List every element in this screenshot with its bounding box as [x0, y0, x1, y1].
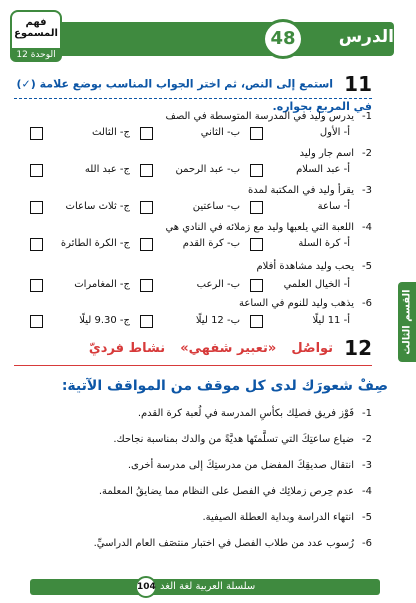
section-12-title: تواصُل — [291, 340, 334, 356]
situation-text: رُسوب عدد من طلاب الفصل في اختبار منتصَف العام الدراسيِّ. — [93, 538, 354, 549]
option-b — [130, 200, 240, 214]
answer-checkbox[interactable] — [250, 127, 263, 140]
option-label: ج- الكرة الطائرة — [60, 238, 130, 249]
situation-text: انتهاء الدراسة وبداية العطلة الصيفية. — [202, 512, 354, 523]
option-c — [20, 237, 130, 251]
option-c — [20, 278, 130, 292]
page-number: 104 — [135, 576, 157, 598]
section-12-prompt: صِفْ شعورَك لدى كل موقف من المواقف الآتية: — [61, 378, 388, 394]
series-title: سلسلة العربية لغة الغد — [160, 581, 256, 592]
situation-number: 5- — [362, 512, 372, 523]
section-11-instruction: استمع إلى النص، ثم اختر الجواب المناسب بوضع علامة (✓) في المربع بجواره. — [16, 77, 372, 113]
option-label: ج- 9.30 ليلًا — [79, 315, 130, 326]
answer-checkbox[interactable] — [250, 164, 263, 177]
question-1-options — [20, 126, 350, 140]
section-11-divider — [14, 98, 372, 99]
option-c — [20, 126, 130, 140]
option-b — [130, 126, 240, 140]
question-4-options — [20, 237, 350, 251]
question-number: 1- — [362, 111, 372, 122]
answer-checkbox[interactable] — [140, 127, 153, 140]
answer-checkbox[interactable] — [30, 164, 43, 177]
situation-text: عدم حِرص زملائِك في الفصل على النظام مما يضايقُ المعلمة. — [98, 486, 354, 497]
option-label: أ- الأول — [319, 127, 350, 138]
question-number: 4- — [362, 222, 372, 233]
answer-checkbox[interactable] — [250, 315, 263, 328]
question-3-options — [20, 200, 350, 214]
option-label: ب- الرعب — [196, 279, 240, 290]
option-label: أ- ساعة — [317, 201, 350, 212]
lesson-title: الدرس — [338, 27, 394, 47]
option-b — [130, 314, 240, 328]
situation-text: فَوْز فريق فصلِك بكأسِ المدرسة في لُعبة كرة القدم. — [137, 408, 354, 419]
answer-checkbox[interactable] — [30, 127, 43, 140]
skill-title: فهم المسموع — [14, 17, 58, 39]
option-label: أ- كرة السلة — [298, 238, 350, 249]
section-12-subtitle: «تعبير شفهي» — [180, 340, 277, 356]
option-a — [240, 237, 350, 251]
situation-number: 1- — [362, 408, 372, 419]
answer-checkbox[interactable] — [30, 315, 43, 328]
section-12-number: 12 — [344, 336, 372, 360]
option-label: ب- 12 ليلًا — [195, 315, 240, 326]
header-bar — [12, 22, 394, 56]
option-label: ب- ساعتين — [192, 201, 240, 212]
answer-checkbox[interactable] — [30, 238, 43, 251]
situation-number: 2- — [362, 434, 372, 445]
situation-number: 6- — [362, 538, 372, 549]
answer-checkbox[interactable] — [250, 201, 263, 214]
answer-checkbox[interactable] — [140, 279, 153, 292]
question-number: 5- — [362, 261, 372, 272]
answer-checkbox[interactable] — [140, 315, 153, 328]
answer-checkbox[interactable] — [250, 238, 263, 251]
answer-checkbox[interactable] — [140, 164, 153, 177]
section-11-header — [14, 72, 372, 115]
situation-number: 3- — [362, 460, 372, 471]
option-a — [240, 126, 350, 140]
option-label: ج- الثالث — [92, 127, 130, 138]
option-label: ج- ثلاث ساعات — [65, 201, 130, 212]
situation-text: انتقال صديقِكَ المفضل من مدرستِكَ إلى مدرسة أخرى. — [127, 460, 354, 471]
section-12-divider — [14, 365, 372, 366]
section-12-header — [14, 336, 372, 360]
question-number: 6- — [362, 298, 372, 309]
option-a — [240, 314, 350, 328]
question-number: 3- — [362, 185, 372, 196]
option-label: ب- الثاني — [200, 127, 240, 138]
option-label: ج- عبد الله — [84, 164, 130, 175]
skill-unit: الوحدة 12 — [10, 48, 62, 62]
question-5-options — [20, 278, 350, 292]
question-text: اسم جار وليد — [299, 148, 354, 159]
answer-checkbox[interactable] — [250, 279, 263, 292]
option-label: أ- عبد السلام — [296, 164, 350, 175]
side-section-tab — [398, 282, 416, 362]
option-label: ب- كرة القدم — [182, 238, 240, 249]
option-b — [130, 278, 240, 292]
question-text: يذهب وليد للنوم في الساعة — [239, 298, 354, 309]
option-c — [20, 163, 130, 177]
situation-text: ضياع ساعتِكَ التي تسلَّمتَها هديَّةً من والدك بمناسبة نجاحك. — [113, 434, 354, 445]
answer-checkbox[interactable] — [30, 201, 43, 214]
answer-checkbox[interactable] — [140, 238, 153, 251]
answer-checkbox[interactable] — [140, 201, 153, 214]
question-text: يحب وليد مشاهدة أفلام — [256, 261, 354, 272]
skill-badge — [10, 10, 62, 62]
option-label: ج- المغامرات — [74, 279, 130, 290]
question-text: يدرس وليد في المدرسة المتوسطة في الصف — [165, 111, 354, 122]
option-a — [240, 200, 350, 214]
situation-number: 4- — [362, 486, 372, 497]
question-2-options — [20, 163, 350, 177]
side-tab-label: القسم الثالث — [401, 289, 413, 355]
option-a — [240, 278, 350, 292]
option-b — [130, 237, 240, 251]
lesson-number-badge: 48 — [262, 19, 304, 59]
option-a — [240, 163, 350, 177]
question-6-options — [20, 314, 350, 328]
option-c — [20, 314, 130, 328]
option-label: أ- 11 ليلًا — [312, 315, 350, 326]
option-label: ب- عبد الرحمن — [175, 164, 240, 175]
option-b — [130, 163, 240, 177]
section-11-number: 11 — [344, 72, 372, 96]
option-label: أ- الخيال العلمي — [283, 279, 350, 290]
option-c — [20, 200, 130, 214]
question-text: اللعبة التي يلعبها وليد مع زملائه في النادي هي — [165, 222, 354, 233]
answer-checkbox[interactable] — [30, 279, 43, 292]
question-number: 2- — [362, 148, 372, 159]
question-text: يقرأ وليد في المكتبة لمدة — [248, 185, 354, 196]
section-12-activity: نشاط فرديّ — [88, 340, 166, 356]
